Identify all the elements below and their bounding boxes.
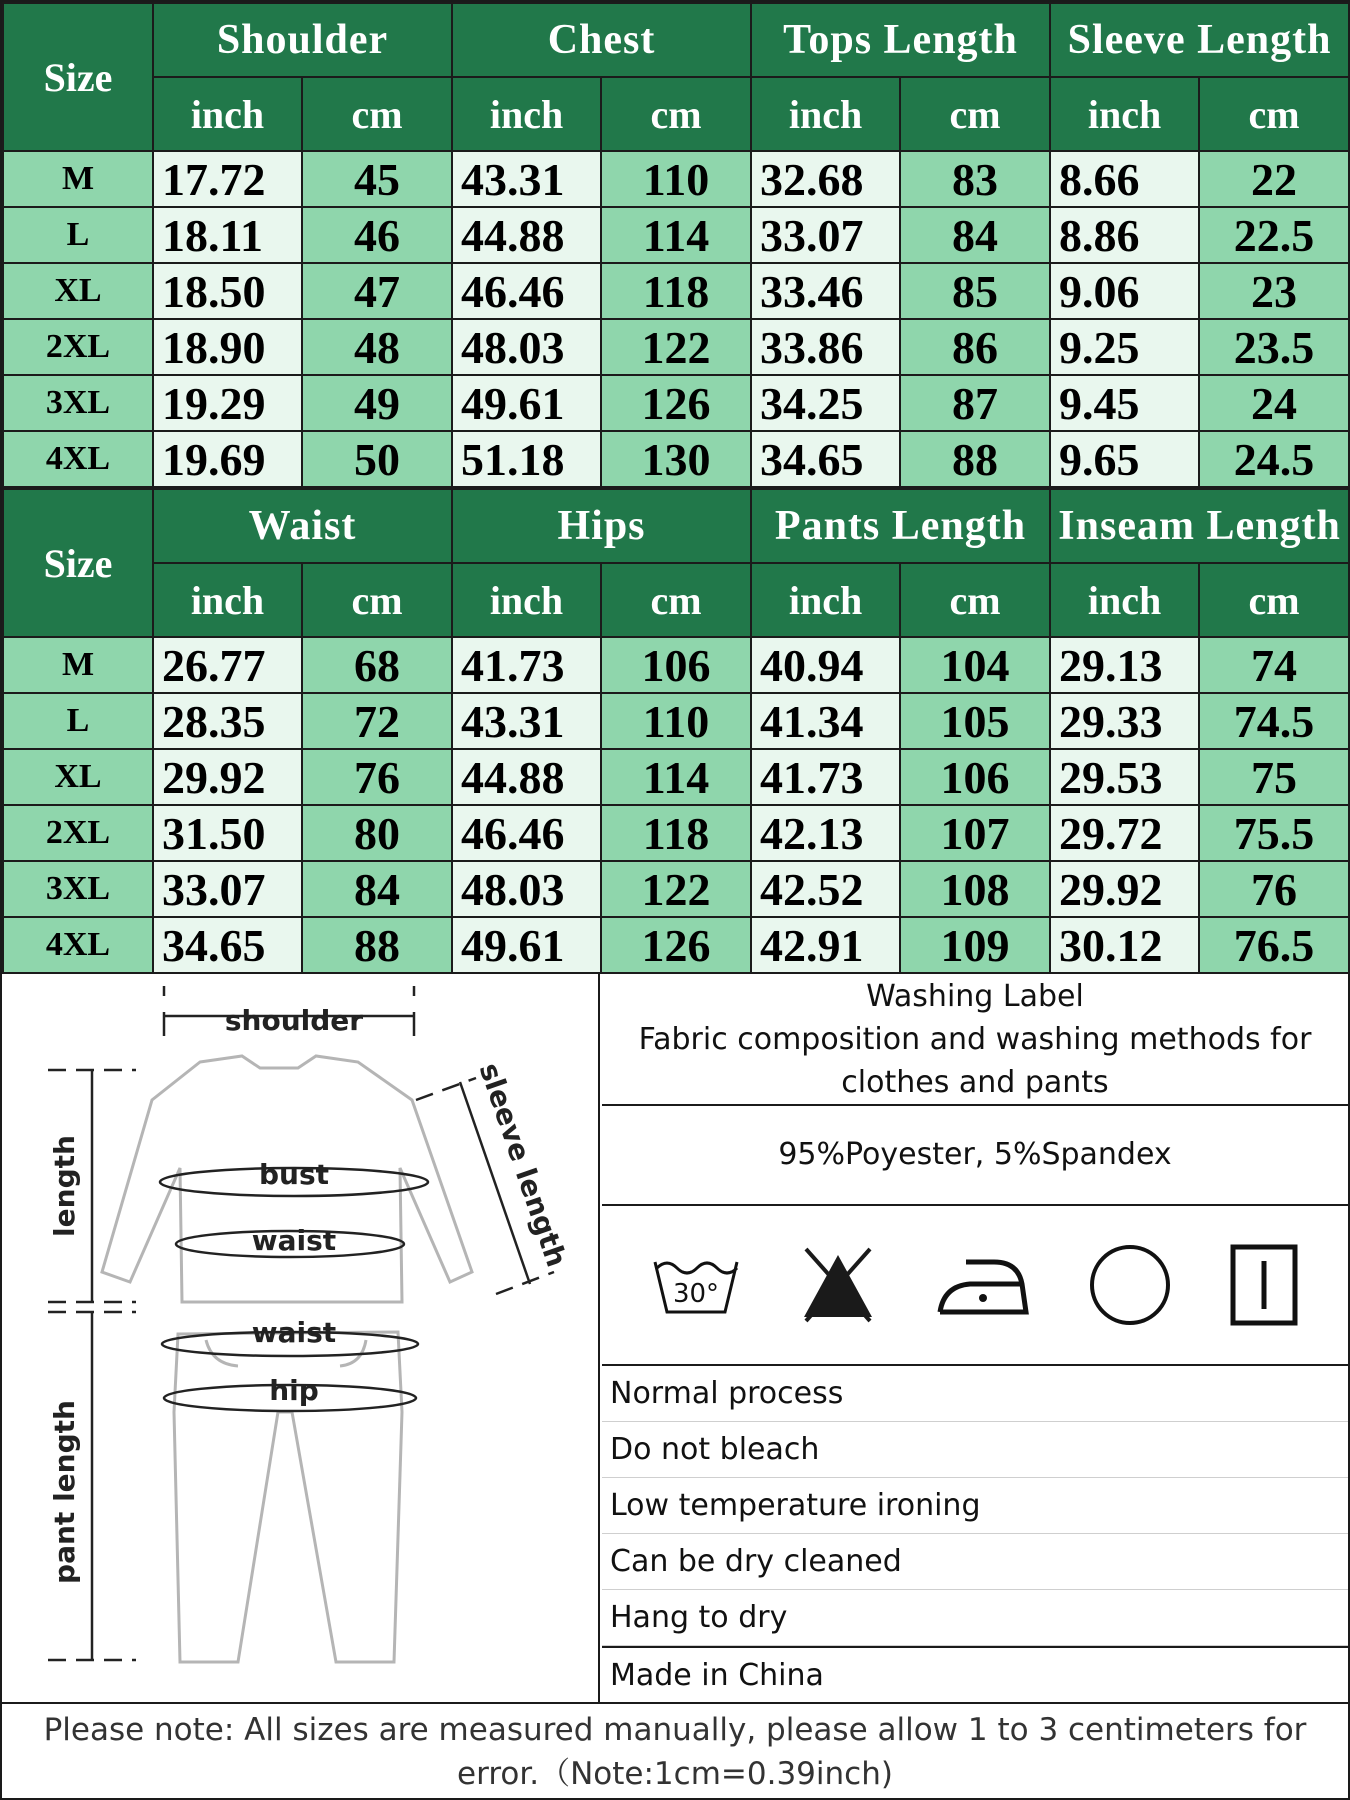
table-row bbox=[3, 319, 1349, 375]
size-cell: 4XL bbox=[3, 431, 153, 487]
cm-value-cell: 24 bbox=[1199, 375, 1349, 431]
size-cell: M bbox=[3, 151, 153, 207]
care-instruction: Hang to dry bbox=[602, 1590, 1348, 1646]
inch-value-cell: 49.61 bbox=[452, 375, 601, 431]
inch-value-cell: 41.73 bbox=[452, 637, 601, 693]
inch-value-cell: 34.25 bbox=[751, 375, 900, 431]
inch-value-cell: 48.03 bbox=[452, 861, 601, 917]
washing-label bbox=[602, 972, 1348, 1702]
table-row bbox=[3, 375, 1349, 431]
inch-value-cell: 33.86 bbox=[751, 319, 900, 375]
pant-length-label: pant length bbox=[48, 1400, 81, 1584]
dry-clean-icon bbox=[1088, 1243, 1172, 1327]
sleeve-length-header: Sleeve Length bbox=[1050, 3, 1349, 77]
inch-value-cell: 31.50 bbox=[153, 805, 302, 861]
table-row bbox=[3, 263, 1349, 319]
unit-header: inch bbox=[452, 77, 601, 151]
cm-value-cell: 22 bbox=[1199, 151, 1349, 207]
size-header: Size bbox=[3, 3, 153, 151]
cm-value-cell: 122 bbox=[601, 861, 751, 917]
sleeve-length-label: sleeve length bbox=[472, 1058, 574, 1272]
inch-value-cell: 42.91 bbox=[751, 917, 900, 973]
unit-header: cm bbox=[601, 563, 751, 637]
shoulder-label: shoulder bbox=[224, 1004, 364, 1037]
shoulder-header: Shoulder bbox=[153, 3, 452, 77]
table-row bbox=[3, 151, 1349, 207]
pants-size-table bbox=[2, 488, 1350, 974]
size-cell: 3XL bbox=[3, 375, 153, 431]
size-cell: 2XL bbox=[3, 319, 153, 375]
cm-value-cell: 105 bbox=[900, 693, 1050, 749]
size-cell: 3XL bbox=[3, 861, 153, 917]
inch-value-cell: 29.72 bbox=[1050, 805, 1199, 861]
cm-value-cell: 75.5 bbox=[1199, 805, 1349, 861]
cm-value-cell: 126 bbox=[601, 375, 751, 431]
inch-value-cell: 18.90 bbox=[153, 319, 302, 375]
fabric-composition: 95%Poyester, 5%Spandex bbox=[602, 1106, 1348, 1206]
unit-header: inch bbox=[1050, 77, 1199, 151]
do-not-bleach-icon bbox=[798, 1245, 878, 1325]
size-cell: L bbox=[3, 693, 153, 749]
inch-value-cell: 19.69 bbox=[153, 431, 302, 487]
cm-value-cell: 83 bbox=[900, 151, 1050, 207]
cm-value-cell: 106 bbox=[601, 637, 751, 693]
washing-label-heading: Washing Label bbox=[866, 979, 1084, 1014]
washing-label-subtitle: clothes and pants bbox=[841, 1065, 1109, 1100]
cm-value-cell: 86 bbox=[900, 319, 1050, 375]
bust-label: bust bbox=[258, 1158, 330, 1191]
inch-value-cell: 44.88 bbox=[452, 749, 601, 805]
length-label: length bbox=[48, 1135, 81, 1237]
lower-section bbox=[2, 972, 1348, 1702]
tops-unit-header-row bbox=[3, 77, 1349, 151]
inch-value-cell: 40.94 bbox=[751, 637, 900, 693]
inch-value-cell: 41.73 bbox=[751, 749, 900, 805]
inch-value-cell: 8.66 bbox=[1050, 151, 1199, 207]
cm-value-cell: 118 bbox=[601, 805, 751, 861]
unit-header: cm bbox=[302, 563, 452, 637]
cm-value-cell: 50 bbox=[302, 431, 452, 487]
inch-value-cell: 30.12 bbox=[1050, 917, 1199, 973]
care-instruction: Normal process bbox=[602, 1366, 1348, 1422]
pants-length-header: Pants Length bbox=[751, 489, 1050, 563]
cm-value-cell: 76 bbox=[1199, 861, 1349, 917]
washing-label-subtitle: Fabric composition and washing methods for bbox=[638, 1022, 1312, 1057]
size-cell: XL bbox=[3, 263, 153, 319]
inch-value-cell: 43.31 bbox=[452, 693, 601, 749]
cm-value-cell: 48 bbox=[302, 319, 452, 375]
inch-value-cell: 42.52 bbox=[751, 861, 900, 917]
cm-value-cell: 88 bbox=[900, 431, 1050, 487]
inch-value-cell: 44.88 bbox=[452, 207, 601, 263]
hips-header: Hips bbox=[452, 489, 751, 563]
note-line: Please note: All sizes are measured manually, please allow 1 to 3 centimeters for bbox=[43, 1712, 1307, 1748]
table-row bbox=[3, 861, 1349, 917]
inch-value-cell: 29.13 bbox=[1050, 637, 1199, 693]
unit-header: cm bbox=[302, 77, 452, 151]
cm-value-cell: 74.5 bbox=[1199, 693, 1349, 749]
tops-length-header: Tops Length bbox=[751, 3, 1050, 77]
cm-value-cell: 49 bbox=[302, 375, 452, 431]
cm-value-cell: 46 bbox=[302, 207, 452, 263]
cm-value-cell: 104 bbox=[900, 637, 1050, 693]
inch-value-cell: 29.33 bbox=[1050, 693, 1199, 749]
table-row bbox=[3, 805, 1349, 861]
unit-header: cm bbox=[900, 77, 1050, 151]
cm-value-cell: 80 bbox=[302, 805, 452, 861]
inch-value-cell: 29.92 bbox=[153, 749, 302, 805]
hang-dry-icon bbox=[1229, 1243, 1299, 1327]
hip-label: hip bbox=[269, 1374, 319, 1407]
table-row bbox=[3, 207, 1349, 263]
cm-value-cell: 126 bbox=[601, 917, 751, 973]
cm-value-cell: 76 bbox=[302, 749, 452, 805]
unit-header: cm bbox=[601, 77, 751, 151]
cm-value-cell: 74 bbox=[1199, 637, 1349, 693]
cm-value-cell: 109 bbox=[900, 917, 1050, 973]
inch-value-cell: 33.07 bbox=[153, 861, 302, 917]
size-cell: XL bbox=[3, 749, 153, 805]
inch-value-cell: 42.13 bbox=[751, 805, 900, 861]
size-cell: M bbox=[3, 637, 153, 693]
cm-value-cell: 22.5 bbox=[1199, 207, 1349, 263]
table-row bbox=[3, 431, 1349, 487]
unit-header: inch bbox=[153, 77, 302, 151]
cm-value-cell: 47 bbox=[302, 263, 452, 319]
pants-group-header-row bbox=[3, 489, 1349, 563]
inseam-length-header: Inseam Length bbox=[1050, 489, 1349, 563]
size-header: Size bbox=[3, 489, 153, 637]
unit-header: cm bbox=[1199, 563, 1349, 637]
table-row bbox=[3, 917, 1349, 973]
unit-header: cm bbox=[900, 563, 1050, 637]
cm-value-cell: 106 bbox=[900, 749, 1050, 805]
unit-header: inch bbox=[1050, 563, 1199, 637]
cm-value-cell: 110 bbox=[601, 151, 751, 207]
table-row bbox=[3, 693, 1349, 749]
inch-value-cell: 19.29 bbox=[153, 375, 302, 431]
waist-header: Waist bbox=[153, 489, 452, 563]
chest-header: Chest bbox=[452, 3, 751, 77]
cm-value-cell: 107 bbox=[900, 805, 1050, 861]
inch-value-cell: 51.18 bbox=[452, 431, 601, 487]
unit-header: cm bbox=[1199, 77, 1349, 151]
unit-header: inch bbox=[751, 563, 900, 637]
unit-header: inch bbox=[751, 77, 900, 151]
waist-top-label: waist bbox=[251, 1224, 337, 1257]
cm-value-cell: 84 bbox=[302, 861, 452, 917]
cm-value-cell: 88 bbox=[302, 917, 452, 973]
cm-value-cell: 72 bbox=[302, 693, 452, 749]
inch-value-cell: 33.07 bbox=[751, 207, 900, 263]
table-row bbox=[3, 749, 1349, 805]
inch-value-cell: 9.25 bbox=[1050, 319, 1199, 375]
inch-value-cell: 34.65 bbox=[751, 431, 900, 487]
wash-30-icon bbox=[651, 1250, 741, 1320]
cm-value-cell: 87 bbox=[900, 375, 1050, 431]
measurement-note bbox=[2, 1702, 1348, 1798]
tops-group-header-row bbox=[3, 3, 1349, 77]
inch-value-cell: 18.11 bbox=[153, 207, 302, 263]
cm-value-cell: 108 bbox=[900, 861, 1050, 917]
inch-value-cell: 29.92 bbox=[1050, 861, 1199, 917]
cm-value-cell: 118 bbox=[601, 263, 751, 319]
size-cell: 2XL bbox=[3, 805, 153, 861]
washing-label-title bbox=[602, 972, 1348, 1106]
cm-value-cell: 110 bbox=[601, 693, 751, 749]
inch-value-cell: 17.72 bbox=[153, 151, 302, 207]
inch-value-cell: 49.61 bbox=[452, 917, 601, 973]
inch-value-cell: 48.03 bbox=[452, 319, 601, 375]
cm-value-cell: 85 bbox=[900, 263, 1050, 319]
cm-value-cell: 23 bbox=[1199, 263, 1349, 319]
wash-temperature: 30° bbox=[672, 1279, 719, 1309]
inch-value-cell: 46.46 bbox=[452, 263, 601, 319]
inch-value-cell: 9.06 bbox=[1050, 263, 1199, 319]
cm-value-cell: 76.5 bbox=[1199, 917, 1349, 973]
inch-value-cell: 26.77 bbox=[153, 637, 302, 693]
care-instruction: Can be dry cleaned bbox=[602, 1534, 1348, 1590]
inch-value-cell: 28.35 bbox=[153, 693, 302, 749]
table-row bbox=[3, 637, 1349, 693]
inch-value-cell: 29.53 bbox=[1050, 749, 1199, 805]
size-cell: L bbox=[3, 207, 153, 263]
cm-value-cell: 130 bbox=[601, 431, 751, 487]
inch-value-cell: 34.65 bbox=[153, 917, 302, 973]
cm-value-cell: 23.5 bbox=[1199, 319, 1349, 375]
waist-pants-label: waist bbox=[251, 1316, 337, 1349]
care-instruction: Low temperature ironing bbox=[602, 1478, 1348, 1534]
unit-header: inch bbox=[153, 563, 302, 637]
pants-unit-header-row bbox=[3, 563, 1349, 637]
size-cell: 4XL bbox=[3, 917, 153, 973]
cm-value-cell: 84 bbox=[900, 207, 1050, 263]
inch-value-cell: 32.68 bbox=[751, 151, 900, 207]
inch-value-cell: 46.46 bbox=[452, 805, 601, 861]
cm-value-cell: 75 bbox=[1199, 749, 1349, 805]
cm-value-cell: 68 bbox=[302, 637, 452, 693]
measurement-diagram bbox=[2, 972, 600, 1702]
garment-illustration bbox=[2, 972, 600, 1702]
note-line: error.（Note:1cm=0.39inch) bbox=[457, 1756, 893, 1792]
cm-value-cell: 45 bbox=[302, 151, 452, 207]
inch-value-cell: 33.46 bbox=[751, 263, 900, 319]
low-iron-icon bbox=[936, 1250, 1030, 1320]
inch-value-cell: 18.50 bbox=[153, 263, 302, 319]
care-instruction: Do not bleach bbox=[602, 1422, 1348, 1478]
cm-value-cell: 114 bbox=[601, 207, 751, 263]
inch-value-cell: 43.31 bbox=[452, 151, 601, 207]
care-icons bbox=[602, 1206, 1348, 1366]
inch-value-cell: 41.34 bbox=[751, 693, 900, 749]
inch-value-cell: 9.45 bbox=[1050, 375, 1199, 431]
cm-value-cell: 24.5 bbox=[1199, 431, 1349, 487]
origin-label: Made in China bbox=[602, 1646, 1348, 1702]
cm-value-cell: 114 bbox=[601, 749, 751, 805]
inch-value-cell: 9.65 bbox=[1050, 431, 1199, 487]
unit-header: inch bbox=[452, 563, 601, 637]
cm-value-cell: 122 bbox=[601, 319, 751, 375]
inch-value-cell: 8.86 bbox=[1050, 207, 1199, 263]
tops-size-table bbox=[2, 2, 1350, 488]
